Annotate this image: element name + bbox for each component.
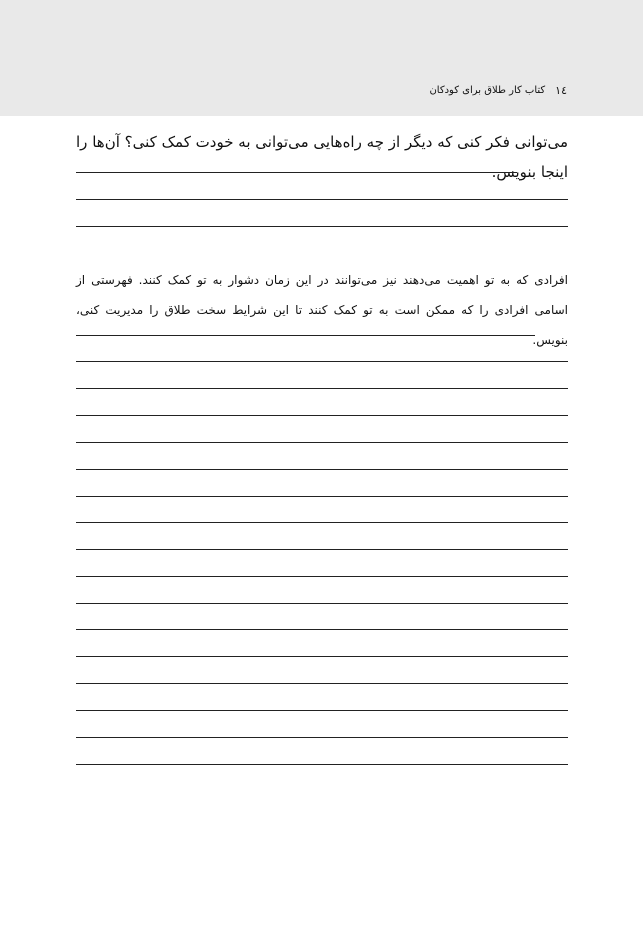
answer-line[interactable] [76,361,568,362]
answer-line[interactable] [76,603,568,604]
answer-line[interactable] [76,469,568,470]
answer-line[interactable] [76,629,568,630]
answer-line[interactable] [76,737,568,738]
answer-line[interactable] [76,576,568,577]
answer-line[interactable] [76,764,568,765]
question-2-prompt: افرادی که به تو اهمیت می‌دهند نیز می‌توانند در این زمان دشوار به تو کمک کنند. فهرستی از اسامی افرادی را که ممکن است به تو کمک کنند تا این شرایط سخت طلاق را مدیریت کنی، بنویس. [76,273,568,347]
answer-line[interactable] [76,549,568,550]
question-1-prompt: می‌توانی فکر کنی که دیگر از چه راه‌هایی می‌توانی به خودت کمک کنی؟ آن‌ها را اینجا بنویس. [76,133,568,181]
answer-line[interactable] [76,496,568,497]
answer-line[interactable] [76,656,568,657]
page-number: ١٤ [555,84,567,97]
answer-line-inline[interactable] [76,172,517,173]
running-head [429,83,567,99]
answer-line[interactable] [76,199,568,200]
answer-line[interactable] [76,683,568,684]
answer-line[interactable] [76,226,568,227]
answer-line[interactable] [76,388,568,389]
answer-line-inline[interactable] [76,335,535,336]
answer-line[interactable] [76,522,568,523]
answer-line[interactable] [76,415,568,416]
answer-line[interactable] [76,710,568,711]
book-title: کتاب کار طلاق برای کودکان [429,85,546,96]
answer-line[interactable] [76,442,568,443]
